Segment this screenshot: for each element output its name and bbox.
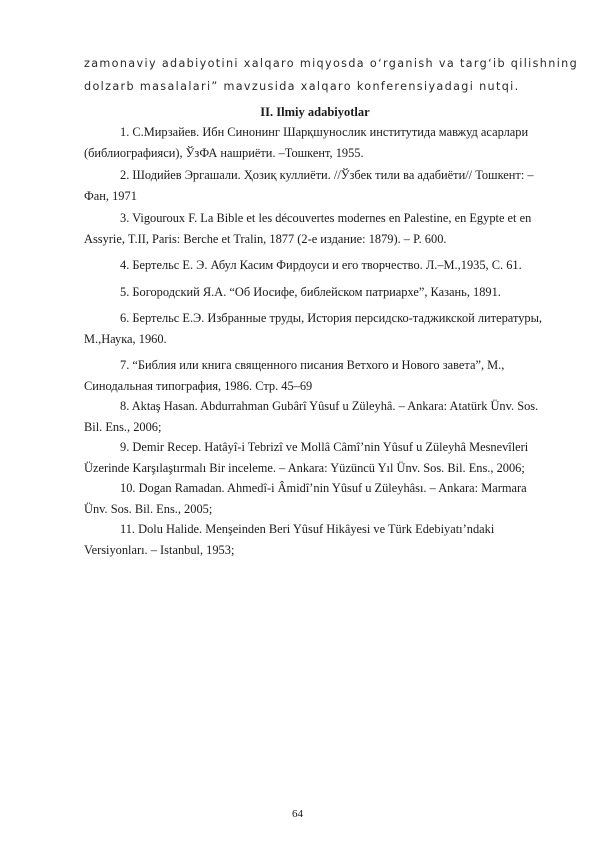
reference-item: 10. Dogan Ramadan. Ahmedî-i Âmidî’nin Yûsuf u Züleyhâsı. – Ankara: Marmara Ünv. Sos. Bil. Ens., 2005;	[84, 481, 527, 516]
reference-item: 11. Dolu Halide. Menşeinden Beri Yûsuf Hikâyesi ve Türk Edebiyatı’ndaki Versiyonları. – Istanbul, 1953;	[84, 522, 495, 557]
reference-item: 9. Demir Recep. Hatâyî-i Tebrizî ve Mollâ Câmî’nin Yûsuf u Züleyhâ Mesnevîleri Üzerinde Karşılaştırmalı Bir inceleme. – Ankara: Yüzüncü Yıl Ünv. Sos. Bil. Ens., 2006;	[84, 440, 529, 475]
reference-item: 8. Aktaş Hasan. Abdurrahman Gubârî Yûsuf u Züleyhâ. – Ankara: Atatürk Ünv. Sos. Bil. Ens., 2006;	[84, 399, 539, 434]
intro-line: zamonaviy adabiyotini xalqaro miqyosda oʻrganish va targʻib qilishning	[84, 57, 579, 70]
intro-text	[84, 52, 579, 98]
reference-item: 7. “Библия или книга священного писания Ветхого и Нового завета”, М., Синодальная типография, 1986. Стр. 45–69	[84, 358, 505, 393]
reference-item: 5. Богородский Я.А. “Об Иосифе, библейском патриархе”, Казань, 1891.	[120, 284, 501, 299]
reference-item: 2. Шодийев Эргашали. Ҳозиқ куллиёти. //Ўзбек тили ва адабиёти// Тошкент: – Фан, 1971	[84, 168, 534, 203]
intro-line: dolzarb masalalari” mavzusida xalqaro konferensiyadagi nutqi.	[84, 80, 520, 93]
reference-item: 3. Vigouroux F. La Bible et les découvertes modernes en Palestine, en Egypte et en Assyrie, T.II, Paris: Berche et Tralin, 1877 (2-е издание: 1879). – P. 600.	[84, 211, 532, 246]
section-title: II. Ilmiy adabiyotlar	[260, 105, 370, 119]
document-page	[84, 52, 579, 560]
reference-item: 1. С.Мирзайев. Ибн Синонинг Шарқшунослик институтида мавжуд асарлари (библиографияси), ЎзФА нашриёти. –Тошкент, 1955.	[84, 125, 529, 160]
page-number: 64	[292, 808, 303, 820]
reference-item: 4. Бертельс Е. Э. Абул Касим Фирдоуси и его творчество. Л.–М.,1935, С. 61.	[120, 258, 522, 272]
reference-list	[84, 122, 546, 560]
reference-item: 6. Бертельс Е.Э. Избранные труды, История персидско-таджикской литературы, М.,Наука, 1960.	[84, 311, 543, 346]
